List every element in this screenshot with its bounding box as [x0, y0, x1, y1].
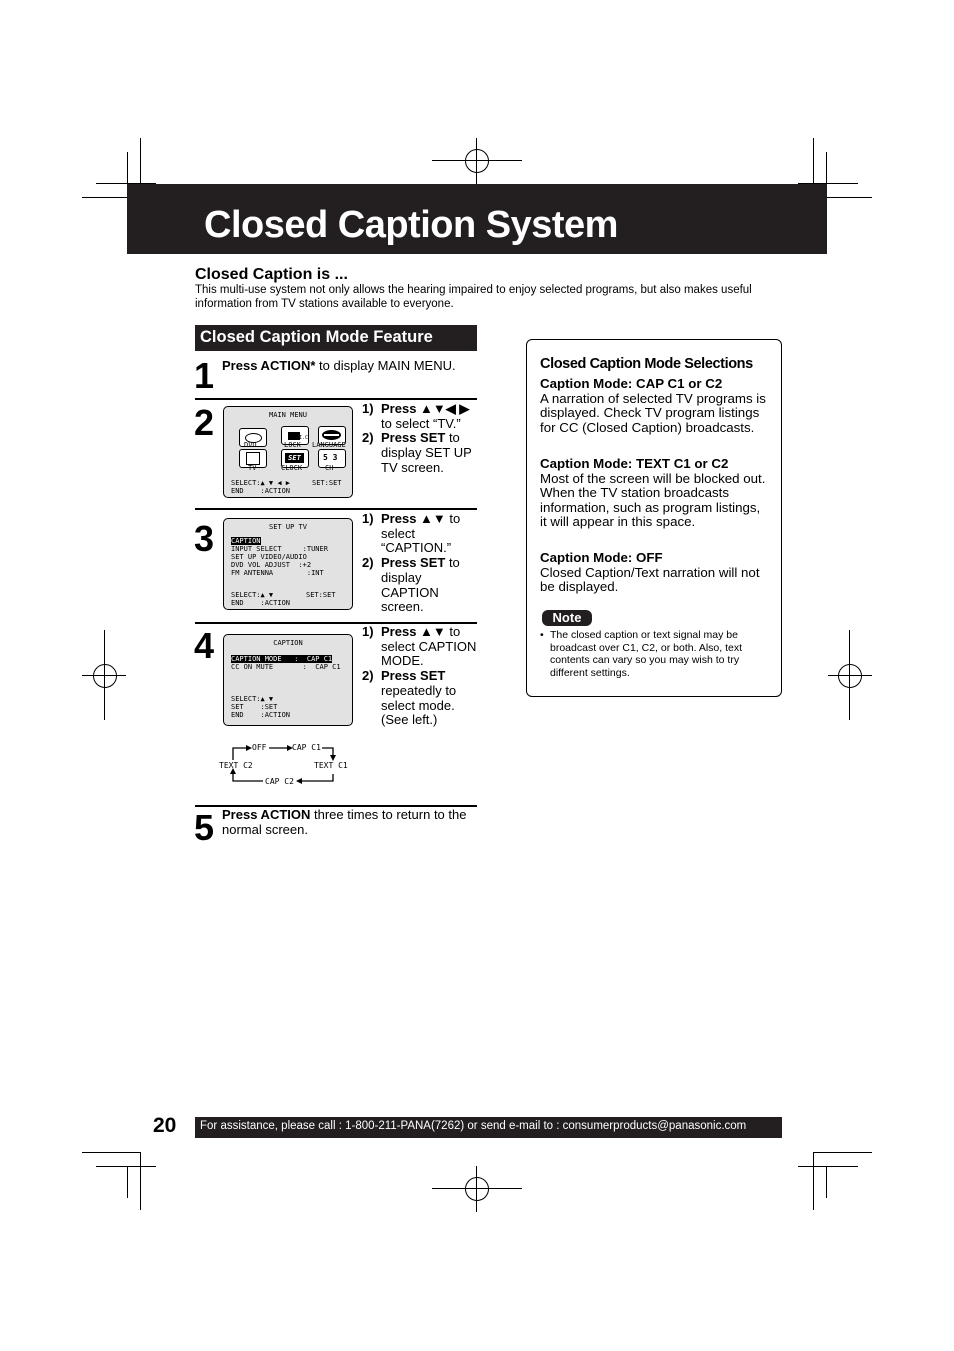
bullet-icon: •: [540, 629, 544, 641]
step-1-bold: Press ACTION*: [222, 358, 316, 373]
note: [540, 629, 768, 679]
setup-tv-screen: [223, 518, 353, 610]
intro-text: This multi-use system not only allows the hearing impaired to enjoy selected programs, but also makes useful information from TV stations available to everyone.: [195, 284, 752, 310]
instruction-rest: to select “TV.”: [381, 415, 461, 431]
crop-mark: [814, 1152, 872, 1153]
instruction-number: 1): [362, 401, 374, 416]
screen-title: CAPTION: [273, 639, 303, 647]
mode-text: Most of the screen will be blocked out. When the TV station broadcasts information, such as program listings, it will appear in this space.: [540, 470, 766, 530]
mode-text: Closed Caption/Text narration will not be displayed.: [540, 564, 760, 595]
crop-mark: [826, 1166, 827, 1198]
icon-label: DVD: [244, 441, 257, 449]
crop-mark: [127, 152, 128, 184]
crop-mark: [813, 1152, 814, 1210]
crop-mark: [127, 1166, 128, 1198]
instruction-number: 2): [362, 555, 374, 571]
cycle-text-c2: TEXT C2: [219, 761, 253, 770]
step-2-instructions: [362, 402, 477, 476]
crop-mark: [798, 1166, 858, 1167]
footer-text: For assistance, please call : 1-800-211-PANA(7262) or send e-mail to : consumerproducts@panasonic.com: [200, 1120, 747, 1132]
instruction-rest: repeatedly to select mode. (See left.): [381, 682, 457, 728]
mode-heading: Caption Mode: OFF: [540, 550, 663, 565]
step-number: 1: [194, 355, 215, 396]
screen-set-hint: SET:SET: [306, 591, 336, 599]
cycle-cap-c1: CAP C1: [292, 743, 321, 752]
mode-off: [540, 551, 770, 595]
instruction-rest: to select “CAPTION.”: [381, 511, 461, 556]
step-divider: [195, 398, 477, 400]
mode-heading: Caption Mode: TEXT C1 or C2: [540, 456, 729, 471]
instruction-bold: Press SET: [381, 555, 446, 571]
registration-circle: [838, 664, 862, 688]
step-number: 5: [194, 807, 215, 848]
section-title: Closed Caption Mode Feature: [200, 328, 433, 346]
screen-end-hint: END :ACTION: [231, 711, 291, 719]
instruction-rest: to display SET UP TV screen.: [381, 430, 472, 475]
mode-cap: [540, 377, 770, 435]
cycle-cap-c2: CAP C2: [265, 777, 294, 786]
icon-label: CH: [325, 464, 334, 472]
crop-mark: [82, 1152, 140, 1153]
main-menu-screen: [223, 406, 353, 498]
note-text: The closed caption or text signal may be broadcast over C1, C2, or both. Also, text contents can vary so you may wish to try different settings.: [550, 629, 743, 679]
cycle-text-c1: TEXT C1: [314, 761, 348, 770]
clock-set-icon: SET: [281, 449, 309, 468]
step-number: 4: [194, 625, 215, 666]
icon-label: CLOCK: [281, 464, 303, 472]
screen-select-hint: SELECT:▲ ▼: [231, 591, 274, 599]
screen-end-hint: END :ACTION: [231, 599, 291, 607]
menu-item: SET UP VIDEO/AUDIO: [231, 553, 307, 561]
menu-item: FM ANTENNA :INT: [231, 569, 324, 577]
instruction-number: 1): [362, 511, 374, 526]
registration-circle: [465, 1177, 489, 1201]
menu-item-caption: CAPTION: [231, 537, 261, 545]
step-3-instructions: [362, 512, 477, 615]
step-5-bold: Press ACTION: [222, 807, 311, 822]
mode-text-mode: [540, 457, 770, 530]
page-number: 20: [153, 1114, 177, 1137]
intro-heading: Closed Caption is ...: [195, 266, 348, 283]
instruction-bold: Press ▲▼: [381, 511, 446, 526]
screen-title: MAIN MENU: [269, 411, 307, 419]
registration-circle: [465, 149, 489, 173]
page-title: Closed Caption System: [204, 204, 618, 246]
crop-mark: [140, 1152, 141, 1210]
instruction-bold: Press SET: [381, 668, 446, 684]
icon-label: TV: [248, 464, 257, 472]
caption-screen: [223, 634, 353, 726]
mode-heading: Caption Mode: CAP C1 or C2: [540, 376, 723, 391]
menu-item: INPUT SELECT :TUNER: [231, 545, 328, 553]
step-4-instructions: [362, 625, 477, 728]
step-1-text: [222, 359, 477, 374]
menu-item-caption-mode: CAPTION MODE : CAP C1: [231, 655, 333, 663]
channel-icon: 5 3: [318, 449, 346, 468]
icon-label: LOCK: [284, 441, 301, 449]
instruction-bold: Press ▲▼: [381, 624, 446, 639]
step-5-rest: three times to return to the normal screen.: [222, 807, 467, 837]
lock-icon: I.C: [281, 426, 309, 445]
crop-mark: [96, 1166, 156, 1167]
registration-circle: [93, 664, 117, 688]
instruction-bold: Press SET: [381, 430, 446, 446]
menu-item: CC ON MUTE : CAP C1: [231, 663, 341, 671]
instruction-number: 1): [362, 624, 374, 639]
step-divider: [195, 508, 477, 510]
instruction-number: 2): [362, 668, 374, 684]
selections-heading: Closed Caption Mode Selections: [540, 356, 753, 372]
step-number: 3: [194, 518, 215, 559]
step-1-rest: to display MAIN MENU.: [315, 358, 456, 373]
mode-text: A narration of selected TV programs is displayed. Check TV program listings for CC (Closed Caption) broadcasts.: [540, 390, 766, 435]
instruction-bold: Press ▲▼◀ ▶: [381, 401, 470, 416]
instruction-rest: to select CAPTION MODE.: [381, 624, 477, 669]
menu-item: DVD VOL ADJUST :+2: [231, 561, 312, 569]
screen-select-hint: SELECT:▲ ▼: [231, 695, 274, 703]
note-label: Note: [542, 610, 592, 626]
step-5-text: [222, 808, 472, 837]
icon-label: LANGUAGE: [312, 441, 346, 449]
screen-set-hint: SET :SET: [231, 703, 278, 711]
screen-title: SET UP TV: [269, 523, 307, 531]
screen-end-hint: END :ACTION: [231, 487, 291, 495]
crop-mark: [826, 152, 827, 184]
screen-set-hint: SET:SET: [312, 479, 342, 487]
screen-select-hint: SELECT:▲ ▼ ◀ ▶: [231, 479, 291, 487]
instruction-rest: to display CAPTION screen.: [381, 555, 460, 615]
cycle-off: OFF: [252, 743, 267, 752]
step-number: 2: [194, 402, 215, 443]
instruction-number: 2): [362, 430, 374, 446]
